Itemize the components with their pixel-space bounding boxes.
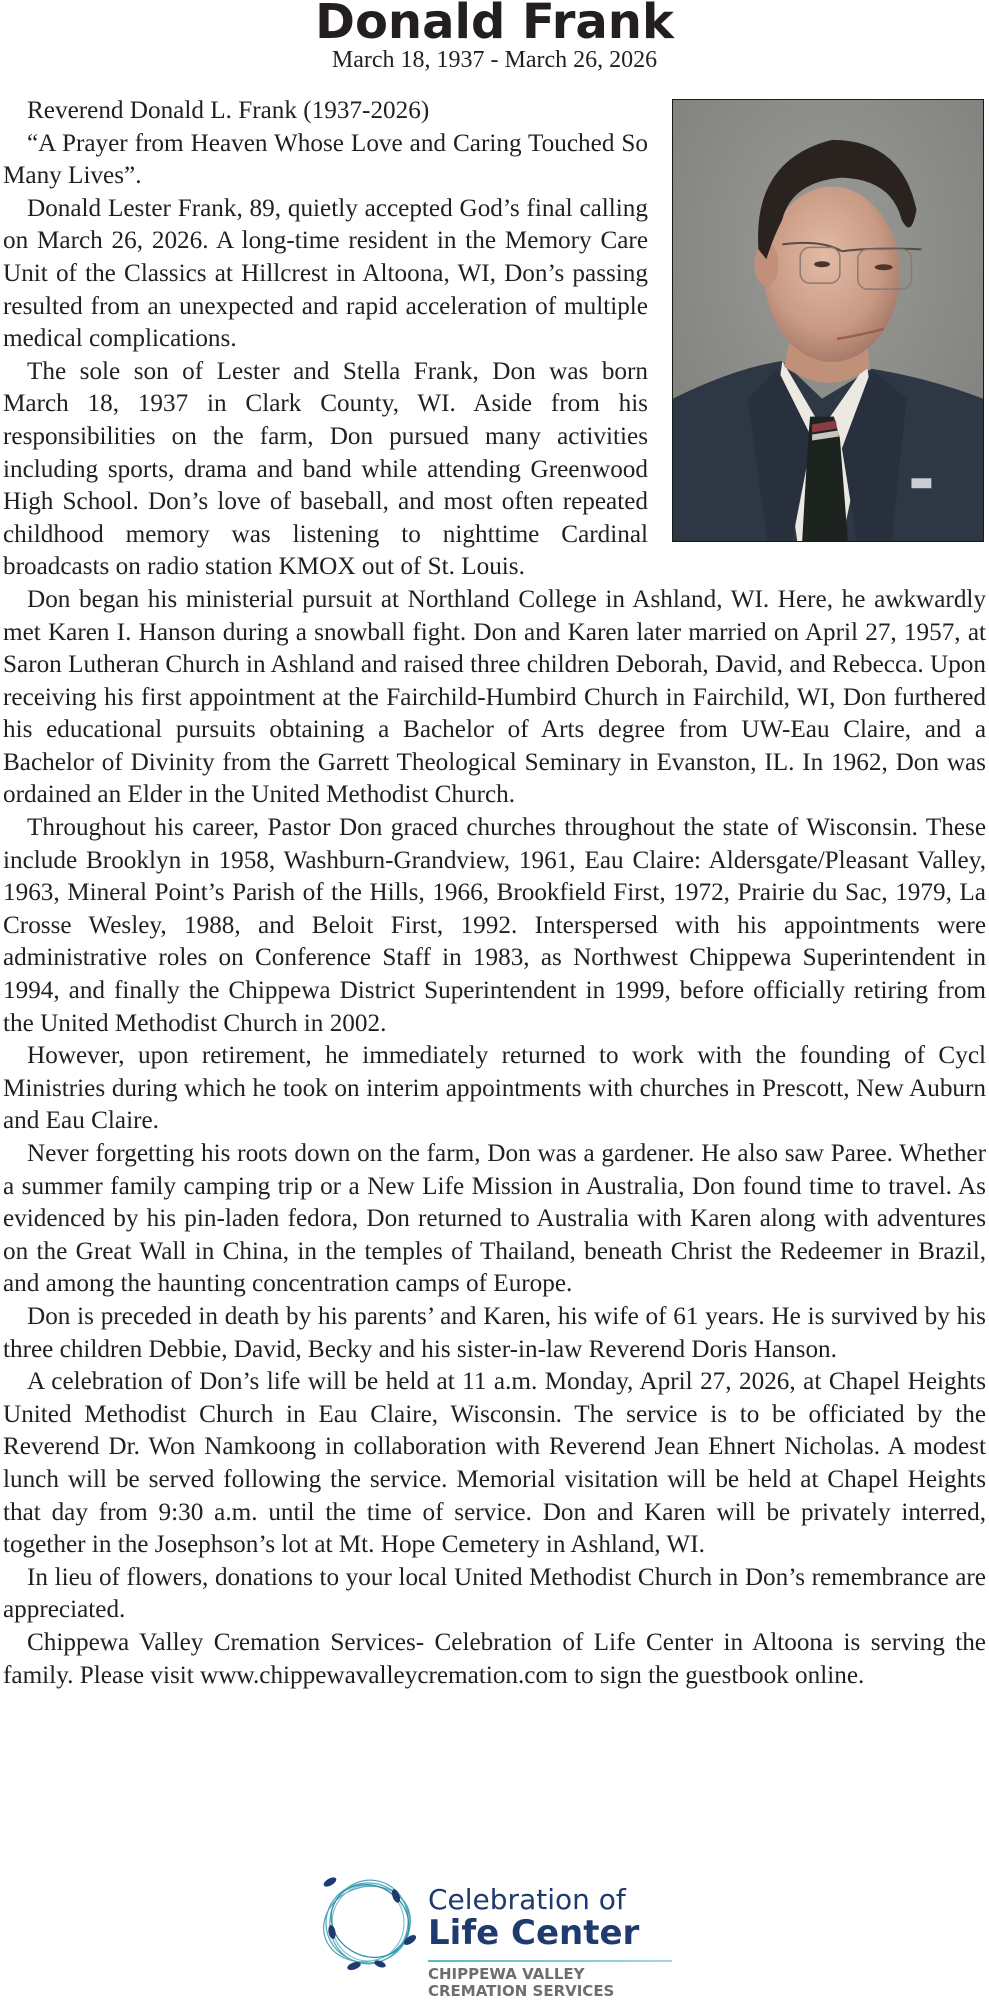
leaf-ring-icon xyxy=(318,1868,418,1978)
obituary-paragraph: Throughout his career, Pastor Don graced churches throughout the state of Wisconsin. These include Brooklyn in 1958, Washburn-Grandview, 1961, Eau Claire: Aldersgate/Pleasant Valley, 1963, Mineral Point’s Parish of the Hills, 1966, Brookfield First, 1972, Prairie du Sac, 1979, La Crosse Wesley, 1988, and Beloit First, 1992. Interspersed with his appointments were administrative roles on Conference Staff in 1983, as Northwest Chippewa Superintendent in 1994, and finally the Chippewa District Superintendent in 1999, before officially retiring from the United Methodist Church in 2002. xyxy=(3,814,986,1037)
logo-subtitle-1: CHIPPEWA VALLEY xyxy=(428,1965,585,1983)
obituary-paragraph: A celebration of Don’s life will be held at 11 a.m. Monday, April 27, 2026, at Chapel Heights United Methodist Church in Eau Claire, Wisconsin. The service is to be officiated by the Reverend Dr. Won Namkoong in collaboration with Reverend Jean Ehnert Nicholas. A modest lunch will be served following the service. Memorial visitation will be held at Chapel Heights that day from 9:30 a.m. until the time of service. Don and Karen will be privately interred, together in the Josephson’s lot at Mt. Hope Cemetery in Ashland, WI. xyxy=(3,1368,986,1559)
deceased-name: Donald Frank xyxy=(315,0,674,50)
celebration-of-life-logo xyxy=(318,1868,678,2000)
obituary-paragraph: “A Prayer from Heaven Whose Love and Caring Touched So Many Lives”. xyxy=(3,129,648,190)
logo-subtitle-2: CREMATION SERVICES xyxy=(428,1982,615,2000)
photo-spacer xyxy=(648,95,986,575)
life-dates: March 18, 1937 - March 26, 2026 xyxy=(331,47,658,73)
obituary-paragraph: Don is preceded in death by his parents’ and Karen, his wife of 61 years. He is survived by his three children Debbie, David, Becky and his sister-in-law Reverend Doris Hanson. xyxy=(3,1302,986,1363)
obituary-paragraph: Never forgetting his roots down on the farm, Don was a gardener. He also saw Paree. Whether a summer family camping trip or a New Life Mission in Australia, Don found time to travel. As evidenced by his pin-laden fedora, Don returned to Australia with Karen along with adventures on the Great Wall in China, in the temples of Thailand, beneath Christ the Redeemer in Brazil, and among the haunting concentration camps of Europe. xyxy=(3,1140,986,1298)
obituary-paragraph: Donald Lester Frank, 89, quietly accepted God’s final calling on March 26, 2026. A long-time resident in the Memory Care Unit of the Classics at Hillcrest in Altoona, WI, Don’s passing resulted from an unexpected and rapid acceleration of multiple medical complications. xyxy=(3,194,648,353)
logo-divider xyxy=(428,1960,672,1962)
logo-subtitle xyxy=(428,1966,614,2000)
obituary-paragraph: In lieu of flowers, donations to your local United Methodist Church in Don’s remembrance are appreciated. xyxy=(3,1563,986,1624)
logo-line-2: Life Center xyxy=(428,1913,640,1953)
obituary-paragraph: The sole son of Lester and Stella Frank, Don was born March 18, 1937 in Clark County, WI. Aside from his responsibilities on the farm, Don pursued many activities including sports, drama and band while attending Greenwood High School. Don’s love of baseball, and most often repeated childhood memory was listening to nighttime Cardinal broadcasts on radio station KMOX out of St. Louis. xyxy=(3,357,648,581)
obituary-paragraph: However, upon retirement, he immediately returned to work with the founding of Cycl Ministries during which he took on interim appointments with churches in Prescott, New Auburn and Eau Claire. xyxy=(3,1042,986,1135)
obituary-paragraph: Reverend Donald L. Frank (1937-2026) xyxy=(27,97,430,124)
obituary-body xyxy=(3,95,986,1692)
logo-line-1: Celebration of xyxy=(428,1883,626,1916)
obituary-paragraph: Chippewa Valley Cremation Services- Celebration of Life Center in Altoona is serving the family. Please visit www.chippewavalleycremation.com to sign the guestbook online. xyxy=(3,1628,986,1689)
obituary-paragraph: Don began his ministerial pursuit at Northland College in Ashland, WI. Here, he awkwardly met Karen I. Hanson during a snowball fight. Don and Karen later married on April 27, 1957, at Saron Lutheran Church in Ashland and raised three children Deborah, David, and Rebecca. Upon receiving his first appointment at the Fairchild-Humbird Church in Fairchild, WI, Don furthered his educational pursuits obtaining a Bachelor of Arts degree from UW-Eau Claire, and a Bachelor of Divinity from the Garrett Theological Seminary in Evanston, IL. In 1962, Don was ordained an Elder in the United Methodist Church. xyxy=(3,585,986,809)
